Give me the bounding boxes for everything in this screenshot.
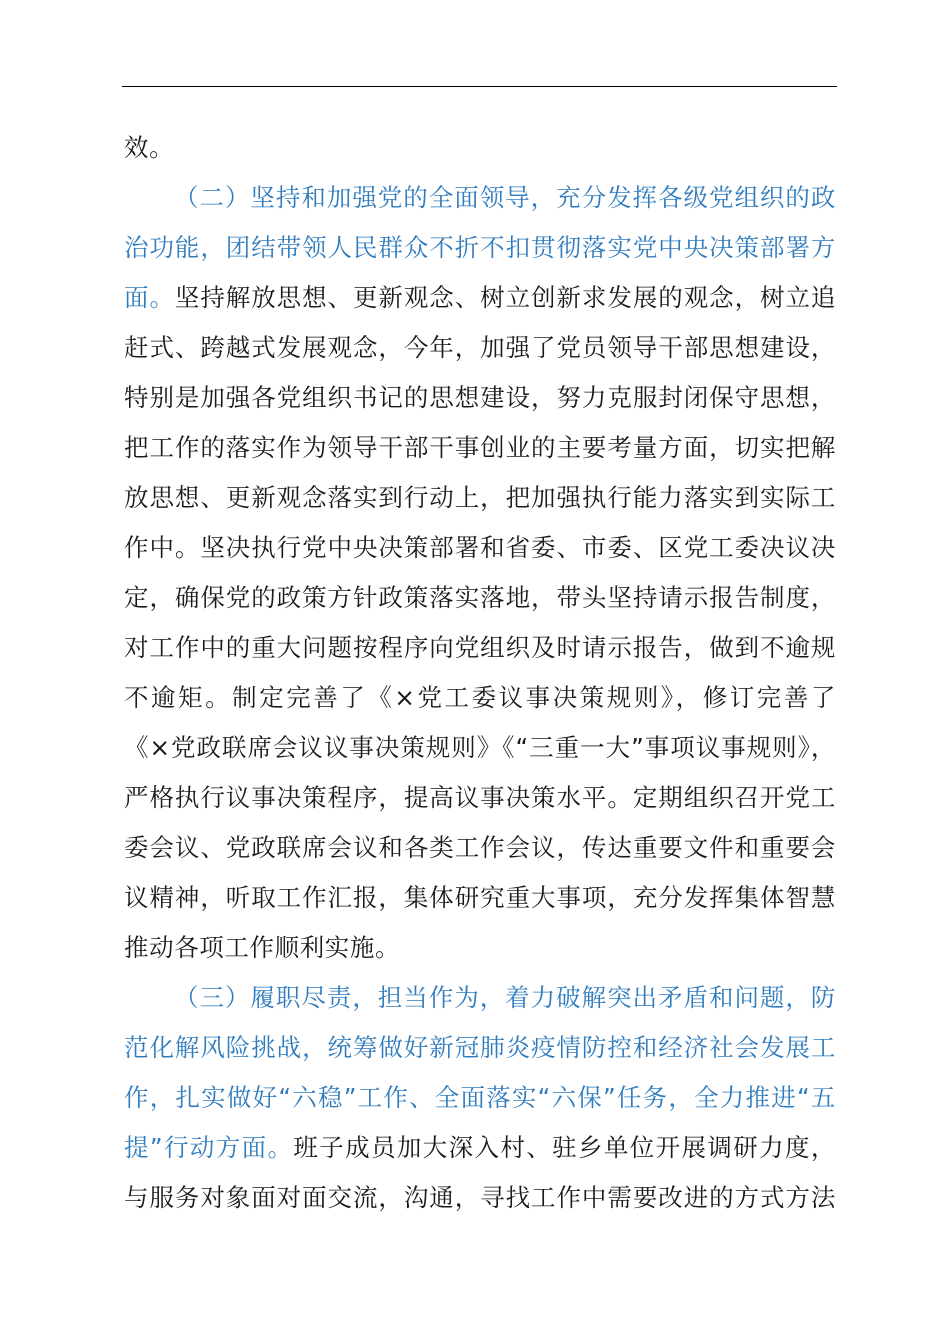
text-line xyxy=(124,231,836,265)
text-line xyxy=(124,881,836,915)
text-line xyxy=(124,681,836,715)
body-text: 把工作的落实作为领导干部干事创业的主要考量方面，切实把解 xyxy=(124,433,836,462)
text-line xyxy=(124,731,836,765)
body-text: 严格执行议事决策程序，提高议事决策水平。定期组织召开党工 xyxy=(124,783,836,812)
body-text: 坚持解放思想、更新观念、树立创新求发展的观念，树立追 xyxy=(174,283,836,312)
heading-text: 面。 xyxy=(124,283,175,312)
text-line xyxy=(124,281,836,315)
text-line xyxy=(124,431,836,465)
text-line xyxy=(124,131,836,165)
text-line xyxy=(124,631,836,665)
body-text: 赶式、跨越式发展观念，今年，加强了党员领导干部思想建设， xyxy=(124,333,836,362)
text-line xyxy=(124,481,836,515)
text-line xyxy=(174,981,836,1015)
heading-text: 治功能，团结带领人民群众不折不扣贯彻落实党中央决策部署方 xyxy=(124,233,836,262)
heading-text: 范化解风险挑战，统筹做好新冠肺炎疫情防控和经济社会发展工 xyxy=(124,1033,836,1062)
heading-text: 提”行动方面。 xyxy=(124,1133,294,1162)
text-line xyxy=(124,381,836,415)
text-line xyxy=(124,331,836,365)
text-line xyxy=(124,831,836,865)
body-text: 不逾矩。制定完善了《×党工委议事决策规则》，修订完善了 xyxy=(124,683,836,712)
text-line xyxy=(124,931,836,965)
body-text: 议精神，听取工作汇报，集体研究重大事项，充分发挥集体智慧 xyxy=(124,883,836,912)
text-line xyxy=(124,781,836,815)
text-line xyxy=(124,1031,836,1065)
text-line xyxy=(124,1081,836,1115)
heading-text: （二）坚持和加强党的全面领导，充分发挥各级党组织的政 xyxy=(174,183,836,212)
body-text: 特别是加强各党组织书记的思想建设，努力克服封闭保守思想， xyxy=(124,383,836,412)
body-text: 委会议、党政联席会议和各类工作会议，传达重要文件和重要会 xyxy=(124,833,836,862)
body-text: 效。 xyxy=(124,133,175,162)
text-line xyxy=(124,1131,836,1165)
body-text: 作中。坚决执行党中央决策部署和省委、市委、区党工委决议决 xyxy=(124,533,836,562)
body-text: 推动各项工作顺利实施。 xyxy=(124,933,401,962)
text-line xyxy=(124,531,836,565)
body-text: 与服务对象面对面交流，沟通，寻找工作中需要改进的方式方法 xyxy=(124,1183,836,1212)
text-line xyxy=(124,1181,836,1215)
body-text: 定，确保党的政策方针政策落实落地，带头坚持请示报告制度， xyxy=(124,583,836,612)
body-text: 班子成员加大深入村、驻乡单位开展调研力度， xyxy=(293,1133,836,1162)
body-text: 对工作中的重大问题按程序向党组织及时请示报告，做到不逾规 xyxy=(124,633,836,662)
header-rule xyxy=(122,86,837,87)
heading-text: 作，扎实做好“六稳”工作、全面落实“六保”任务，全力推进“五 xyxy=(124,1083,836,1112)
body-text: 《×党政联席会议议事决策规则》《“三重一大”事项议事规则》， xyxy=(124,733,836,762)
body-text: 放思想、更新观念落实到行动上，把加强执行能力落实到实际工 xyxy=(124,483,836,512)
heading-text: （三）履职尽责，担当作为，着力破解突出矛盾和问题，防 xyxy=(174,983,836,1012)
text-line xyxy=(174,181,836,215)
text-line xyxy=(124,581,836,615)
